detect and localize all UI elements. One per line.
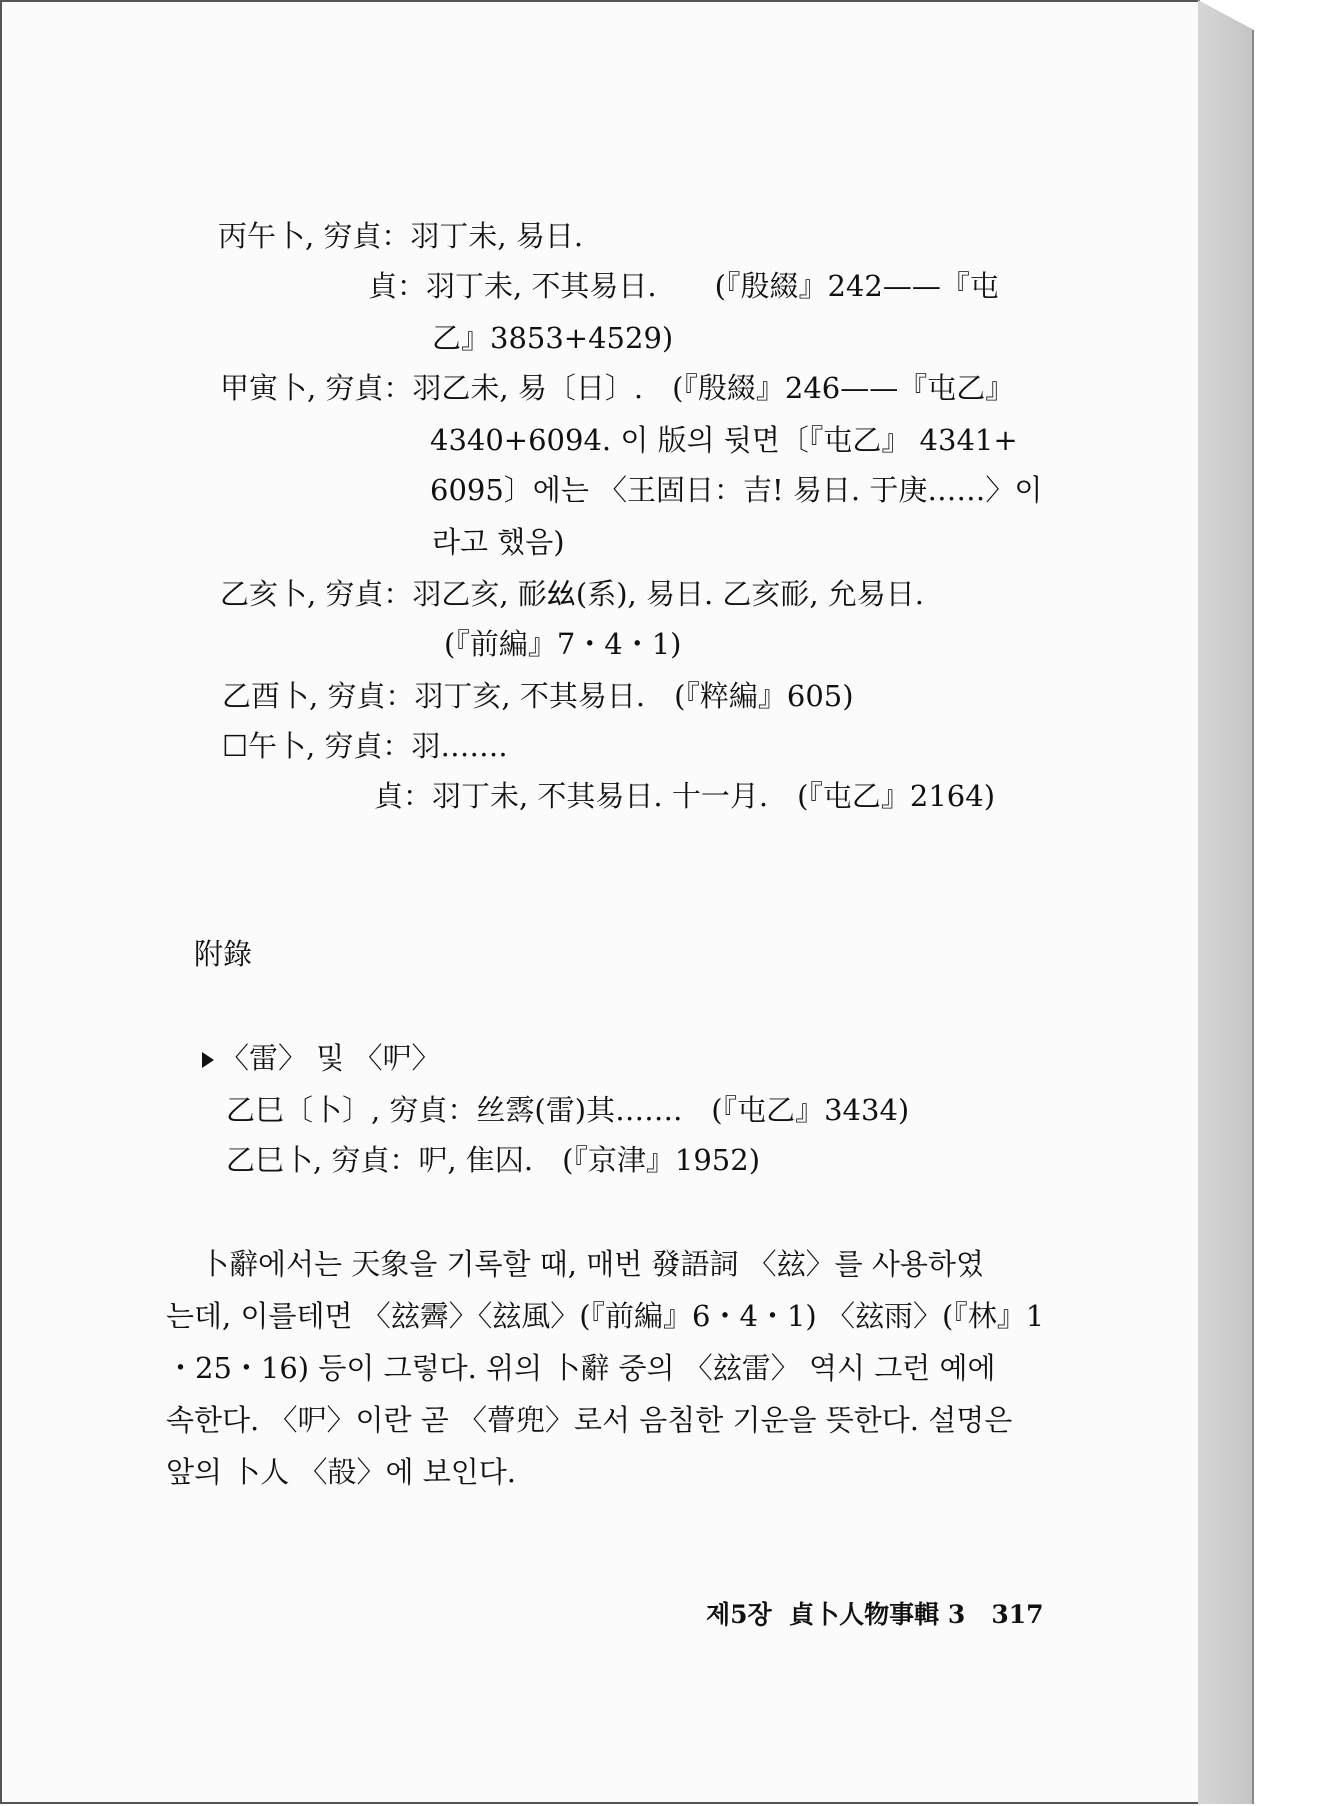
paragraph-line: 속한다. 〈㕧〉이란 곧 〈瞢兜〉로서 음침한 기운을 뜻한다. 설명은 bbox=[166, 1403, 1013, 1437]
page-number: 317 bbox=[991, 1600, 1044, 1629]
inscription-line: (『前編』7・4・1) bbox=[444, 627, 682, 661]
inscription-line: 丙午卜, 穷貞：羽丁未, 易日. bbox=[218, 219, 584, 253]
footer-chapter: 제5장 bbox=[706, 1600, 772, 1629]
triangle-bullet-icon bbox=[202, 1052, 214, 1068]
paragraph-line: 는데, 이를테면 〈玆霽〉〈玆風〉(『前編』6・4・1) 〈玆雨〉(『林』1 bbox=[166, 1299, 1045, 1333]
appendix-subheading: 〈雷〉 및 〈㕧〉 bbox=[202, 1044, 440, 1073]
paragraph-line: 앞의 卜人 〈㱿〉에 보인다. bbox=[166, 1455, 516, 1489]
paragraph-line: ・25・16) 등이 그렇다. 위의 卜辭 중의 〈玆雷〉 역시 그런 예에 bbox=[166, 1351, 996, 1385]
inscription-line: 貞：羽丁未, 不其易日. 十一月. (『屯乙』2164) bbox=[374, 779, 996, 813]
inscription-line: 甲寅卜, 穷貞：羽乙未, 易〔日〕. (『殷綴』246——『屯乙』 bbox=[220, 371, 1015, 405]
appendix-line: 乙巳卜, 穷貞：㕧, 隹囚. (『京津』1952) bbox=[226, 1143, 761, 1177]
inscription-line: 6095〕에는 〈王固日：吉! 易日. 于庚……〉이 bbox=[430, 473, 1043, 507]
page-edge bbox=[1198, 0, 1254, 1804]
paragraph-line: 卜辭에서는 天象을 기록할 때, 매번 發語詞 〈玆〉를 사용하였 bbox=[200, 1247, 984, 1281]
page-footer bbox=[706, 1602, 1044, 1627]
inscription-line: 라고 했음) bbox=[432, 525, 565, 559]
appendix-heading: 附錄 bbox=[194, 937, 253, 971]
inscription-line: 乙酉卜, 穷貞：羽丁亥, 不其易日. (『粹編』605) bbox=[222, 679, 854, 713]
inscription-line: 4340+6094. 이 版의 뒷면〔『屯乙』 4341+ bbox=[430, 423, 1018, 457]
inscription-line: 乙』3853+4529) bbox=[432, 321, 674, 355]
inscription-line: 貞：羽丁未, 不其易日. (『殷綴』242——『屯 bbox=[368, 269, 999, 303]
inscription-line: ☐午卜, 穷貞：羽……. bbox=[222, 729, 508, 763]
footer-title: 貞卜人物事輯 3 bbox=[789, 1600, 966, 1629]
inscription-line: 乙亥卜, 穷貞：羽乙亥, 耏𢆶(系), 易日. 乙亥耏, 允易日. bbox=[220, 577, 925, 611]
appendix-line: 乙巳〔卜〕, 穷貞：丝𩃬(雷)其……. (『屯乙』3434) bbox=[226, 1093, 910, 1127]
